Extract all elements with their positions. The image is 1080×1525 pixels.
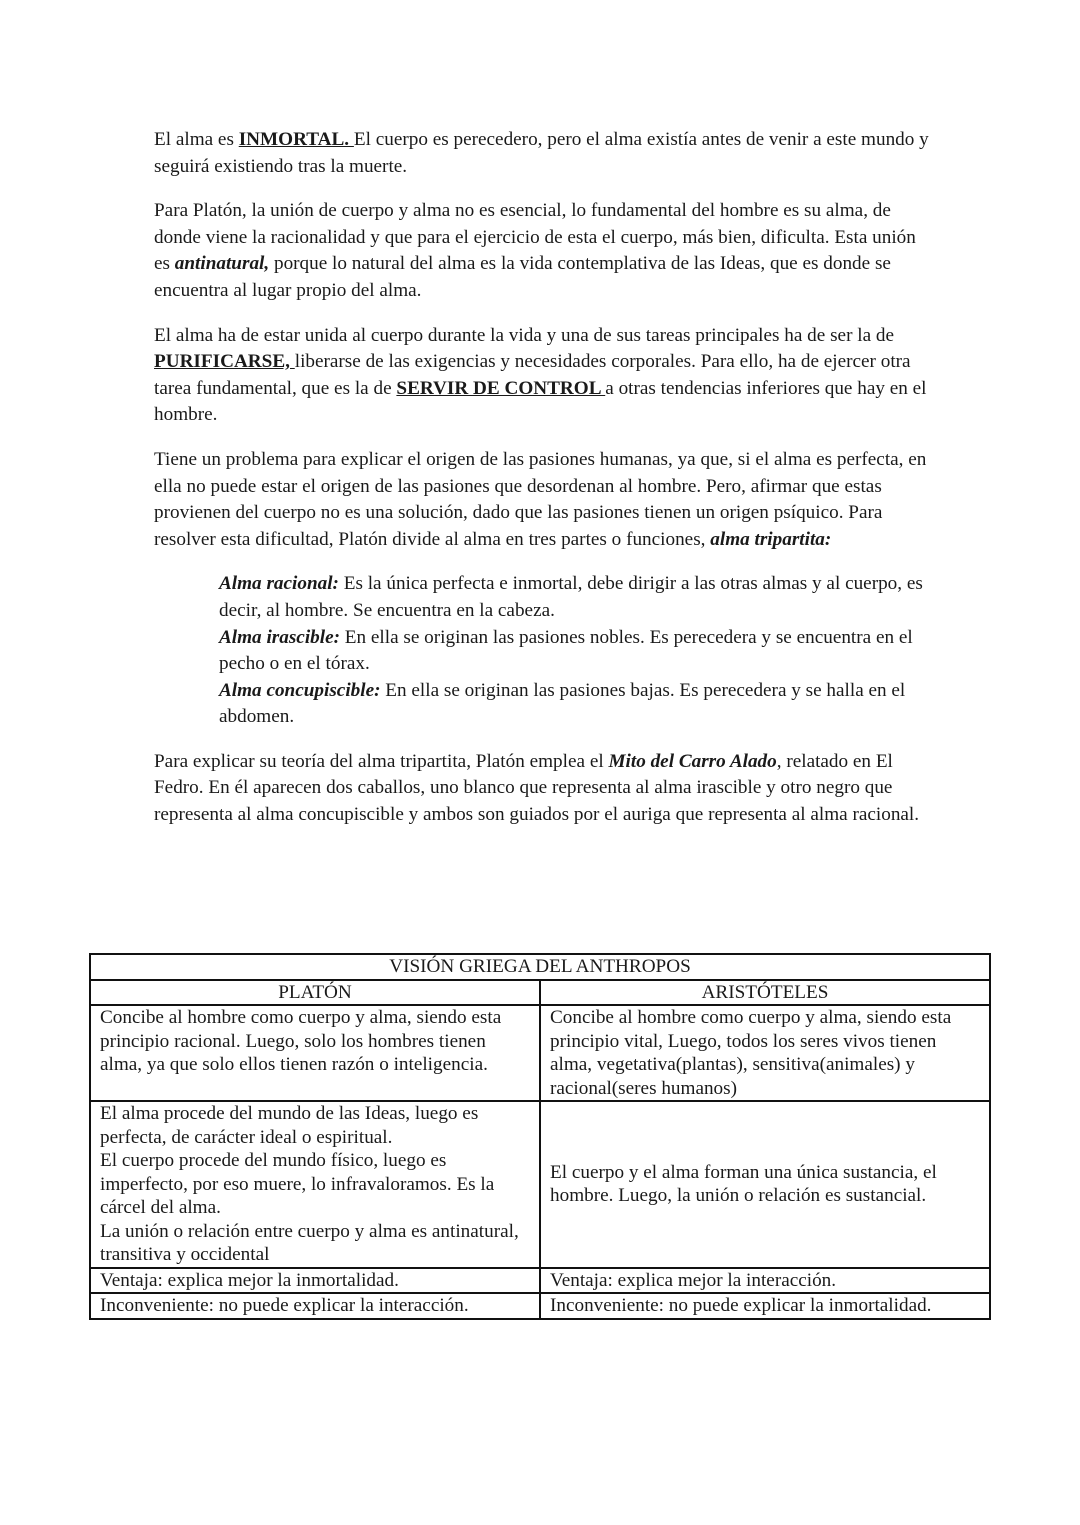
paragraph-inmortal: El alma es INMORTAL. El cuerpo es perecedero, pero el alma existía antes de venir a este mundo y seguirá existiendo tras la muerte.	[154, 129, 929, 177]
cell-platon-origen: El alma procede del mundo de las Ideas, luego es perfecta, de carácter ideal o espiritual. El cuerpo procede del mundo físico, luego es imperfecto, por eso muere, lo infravaloramos. Es la cárcel del alma. La unión o relación entre cuerpo y alma es antinatural, transitiva y occidental	[90, 1101, 540, 1268]
cell-platon-ventaja: Ventaja: explica mejor la inmortalidad.	[90, 1268, 540, 1294]
paragraph-carro-alado: Para explicar su teoría del alma tripartita, Platón emplea el Mito del Carro Alado, relatado en El Fedro. En él aparecen dos caballos, uno blanco que representa al alma irascible y otro negro que representa al alma concupiscible y ambos son guiados por el auriga que representa al alma racional.	[154, 750, 920, 826]
cell-platon-inconveniente: Inconveniente: no puede explicar la interacción.	[90, 1293, 540, 1319]
cell-platon-concepto: Concibe al hombre como cuerpo y alma, siendo esta principio racional. Luego, solo los hombres tienen alma, ya que solo ellos tienen razón o inteligencia.	[90, 1005, 540, 1101]
paragraph-pasiones: Tiene un problema para explicar el origen de las pasiones humanas, ya que, si el alma es perfecta, en ella no puede estar el origen de las pasiones que desordenan al hombre. Pero, afirmar que estas provienen del cuerpo no es una solución, dado que las pasiones tienen un origen psíquico. Para resolver esta dificultad, Platón divide al alma en tres partes o funciones, alma tripartita:	[154, 448, 927, 550]
soul-list	[219, 571, 934, 731]
body-text	[154, 127, 934, 847]
comparison-table	[89, 953, 991, 1320]
table-row	[90, 1101, 990, 1268]
keyword-inmortal: INMORTAL.	[238, 129, 354, 150]
table-row	[90, 1293, 990, 1319]
header-platon: PLATÓN	[90, 980, 540, 1006]
cell-aristoteles-inconveniente: Inconveniente: no puede explicar la inmortalidad.	[540, 1293, 990, 1319]
table-title: VISIÓN GRIEGA DEL ANTHROPOS	[90, 954, 990, 980]
cell-aristoteles-sustancia: El cuerpo y el alma forman una única sustancia, el hombre. Luego, la unión o relación es sustancial.	[540, 1101, 990, 1268]
header-aristoteles: ARISTÓTELES	[540, 980, 990, 1006]
keyword-mito-carro-alado: Mito del Carro Alado	[608, 750, 777, 772]
cell-aristoteles-concepto: Concibe al hombre como cuerpo y alma, siendo esta principio vital, Luego, todos los seres vivos tienen alma, vegetativa(plantas), sensitiva(animales) y racional(seres humanos)	[540, 1005, 990, 1101]
soul-item-irascible: Alma irascible: En ella se originan las pasiones nobles. Es perecedera y se encuentra en el pecho o en el tórax.	[219, 626, 913, 675]
keyword-purificarse: PURIFICARSE,	[154, 351, 295, 373]
keyword-antinatural: antinatural,	[174, 253, 270, 275]
paragraph-union: Para Platón, la unión de cuerpo y alma no es esencial, lo fundamental del hombre es su alma, de donde viene la racionalidad y que para el ejercicio de esta el cuerpo, más bien, dificulta. Esta unión es antinatural, porque lo natural del alma es la vida contemplativa de las Ideas, que es donde se encuentra al lugar propio del alma.	[154, 200, 916, 301]
keyword-alma-tripartita: alma tripartita:	[710, 528, 832, 550]
soul-item-racional: Alma racional: Es la única perfecta e inmortal, debe dirigir a las otras almas y al cuerpo, es decir, al hombre. Se encuentra en la cabeza.	[219, 573, 923, 621]
soul-item-concupiscible: Alma concupiscible: En ella se originan las pasiones bajas. Es perecedera y se halla en el abdomen.	[219, 679, 906, 728]
cell-aristoteles-ventaja: Ventaja: explica mejor la interacción.	[540, 1268, 990, 1294]
table-row	[90, 1268, 990, 1294]
paragraph-purificarse: El alma ha de estar unida al cuerpo durante la vida y una de sus tareas principales ha de ser la de PURIFICARSE, liberarse de las exigencias y necesidades corporales. Para ello, ha de ejercer otra tarea fundamental, que es la de SERVIR DE CONTROL a otras tendencias inferiores que hay en el hombre.	[154, 324, 927, 426]
table-row	[90, 1005, 990, 1101]
keyword-servir-de-control: SERVIR DE CONTROL	[396, 377, 606, 399]
